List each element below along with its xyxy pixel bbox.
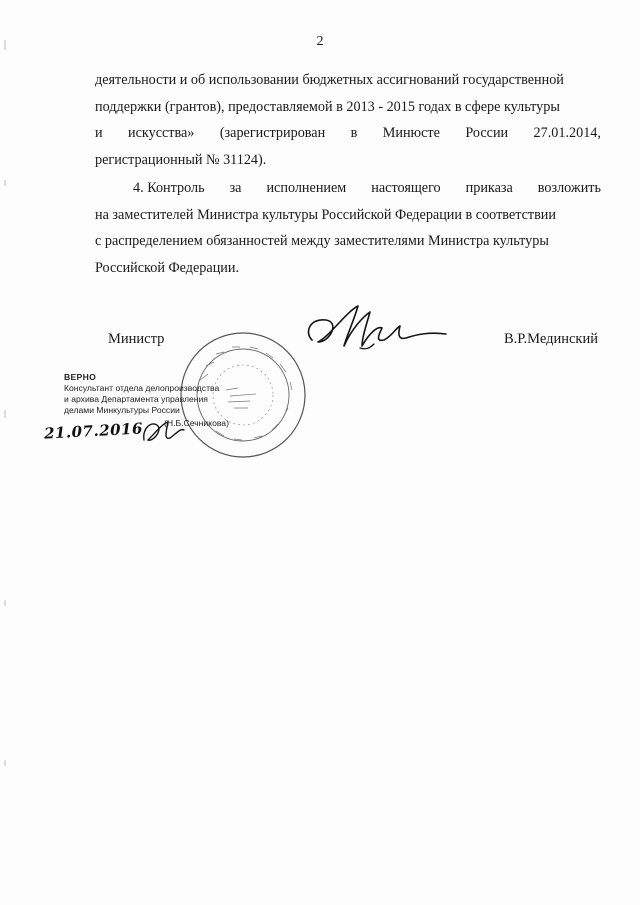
certifier-signature bbox=[138, 410, 188, 450]
certifier-position-line: и архива Департамента управления bbox=[64, 394, 208, 404]
certifier-position-line: Консультант отдела делопроизводства bbox=[64, 383, 220, 393]
text-line: на заместителей Министра культуры Российской Федерации в соответствии bbox=[95, 206, 556, 223]
handwritten-date: 21.07.2016 bbox=[43, 419, 144, 443]
scan-edge-marks bbox=[4, 0, 6, 905]
page-number: 2 bbox=[316, 34, 324, 49]
text-line: регистрационный № 31124). bbox=[95, 151, 267, 168]
text-line: деятельности и об использовании бюджетных ассигнований государственной bbox=[95, 72, 564, 88]
text-line: поддержки (грантов), предоставляемой в 2013 - 2015 годах в сфере культуры bbox=[95, 98, 560, 115]
paragraph-item-4 bbox=[95, 175, 601, 281]
signatory-name: В.Р.Мединский bbox=[503, 331, 598, 347]
signatory-title: Министр bbox=[108, 331, 165, 347]
certifier-name: (Н.Б.Сечникова) bbox=[164, 418, 229, 428]
certifier-position-line: делами Минкультуры России bbox=[64, 405, 180, 415]
text-line: Российской Федерации. bbox=[95, 259, 240, 276]
text-line: с распределением обязанностей между заместителями Министра культуры bbox=[95, 233, 549, 249]
text-line-justified: 4. Контроль за исполнением настоящего приказа возложить bbox=[133, 180, 601, 196]
certified-label: ВЕРНО bbox=[64, 372, 97, 382]
text-line-justified: и искусства» (зарегистрирован в Минюсте России 27.01.2014, bbox=[95, 125, 601, 141]
paragraph-continuation bbox=[95, 67, 601, 173]
signature-row bbox=[0, 331, 640, 361]
